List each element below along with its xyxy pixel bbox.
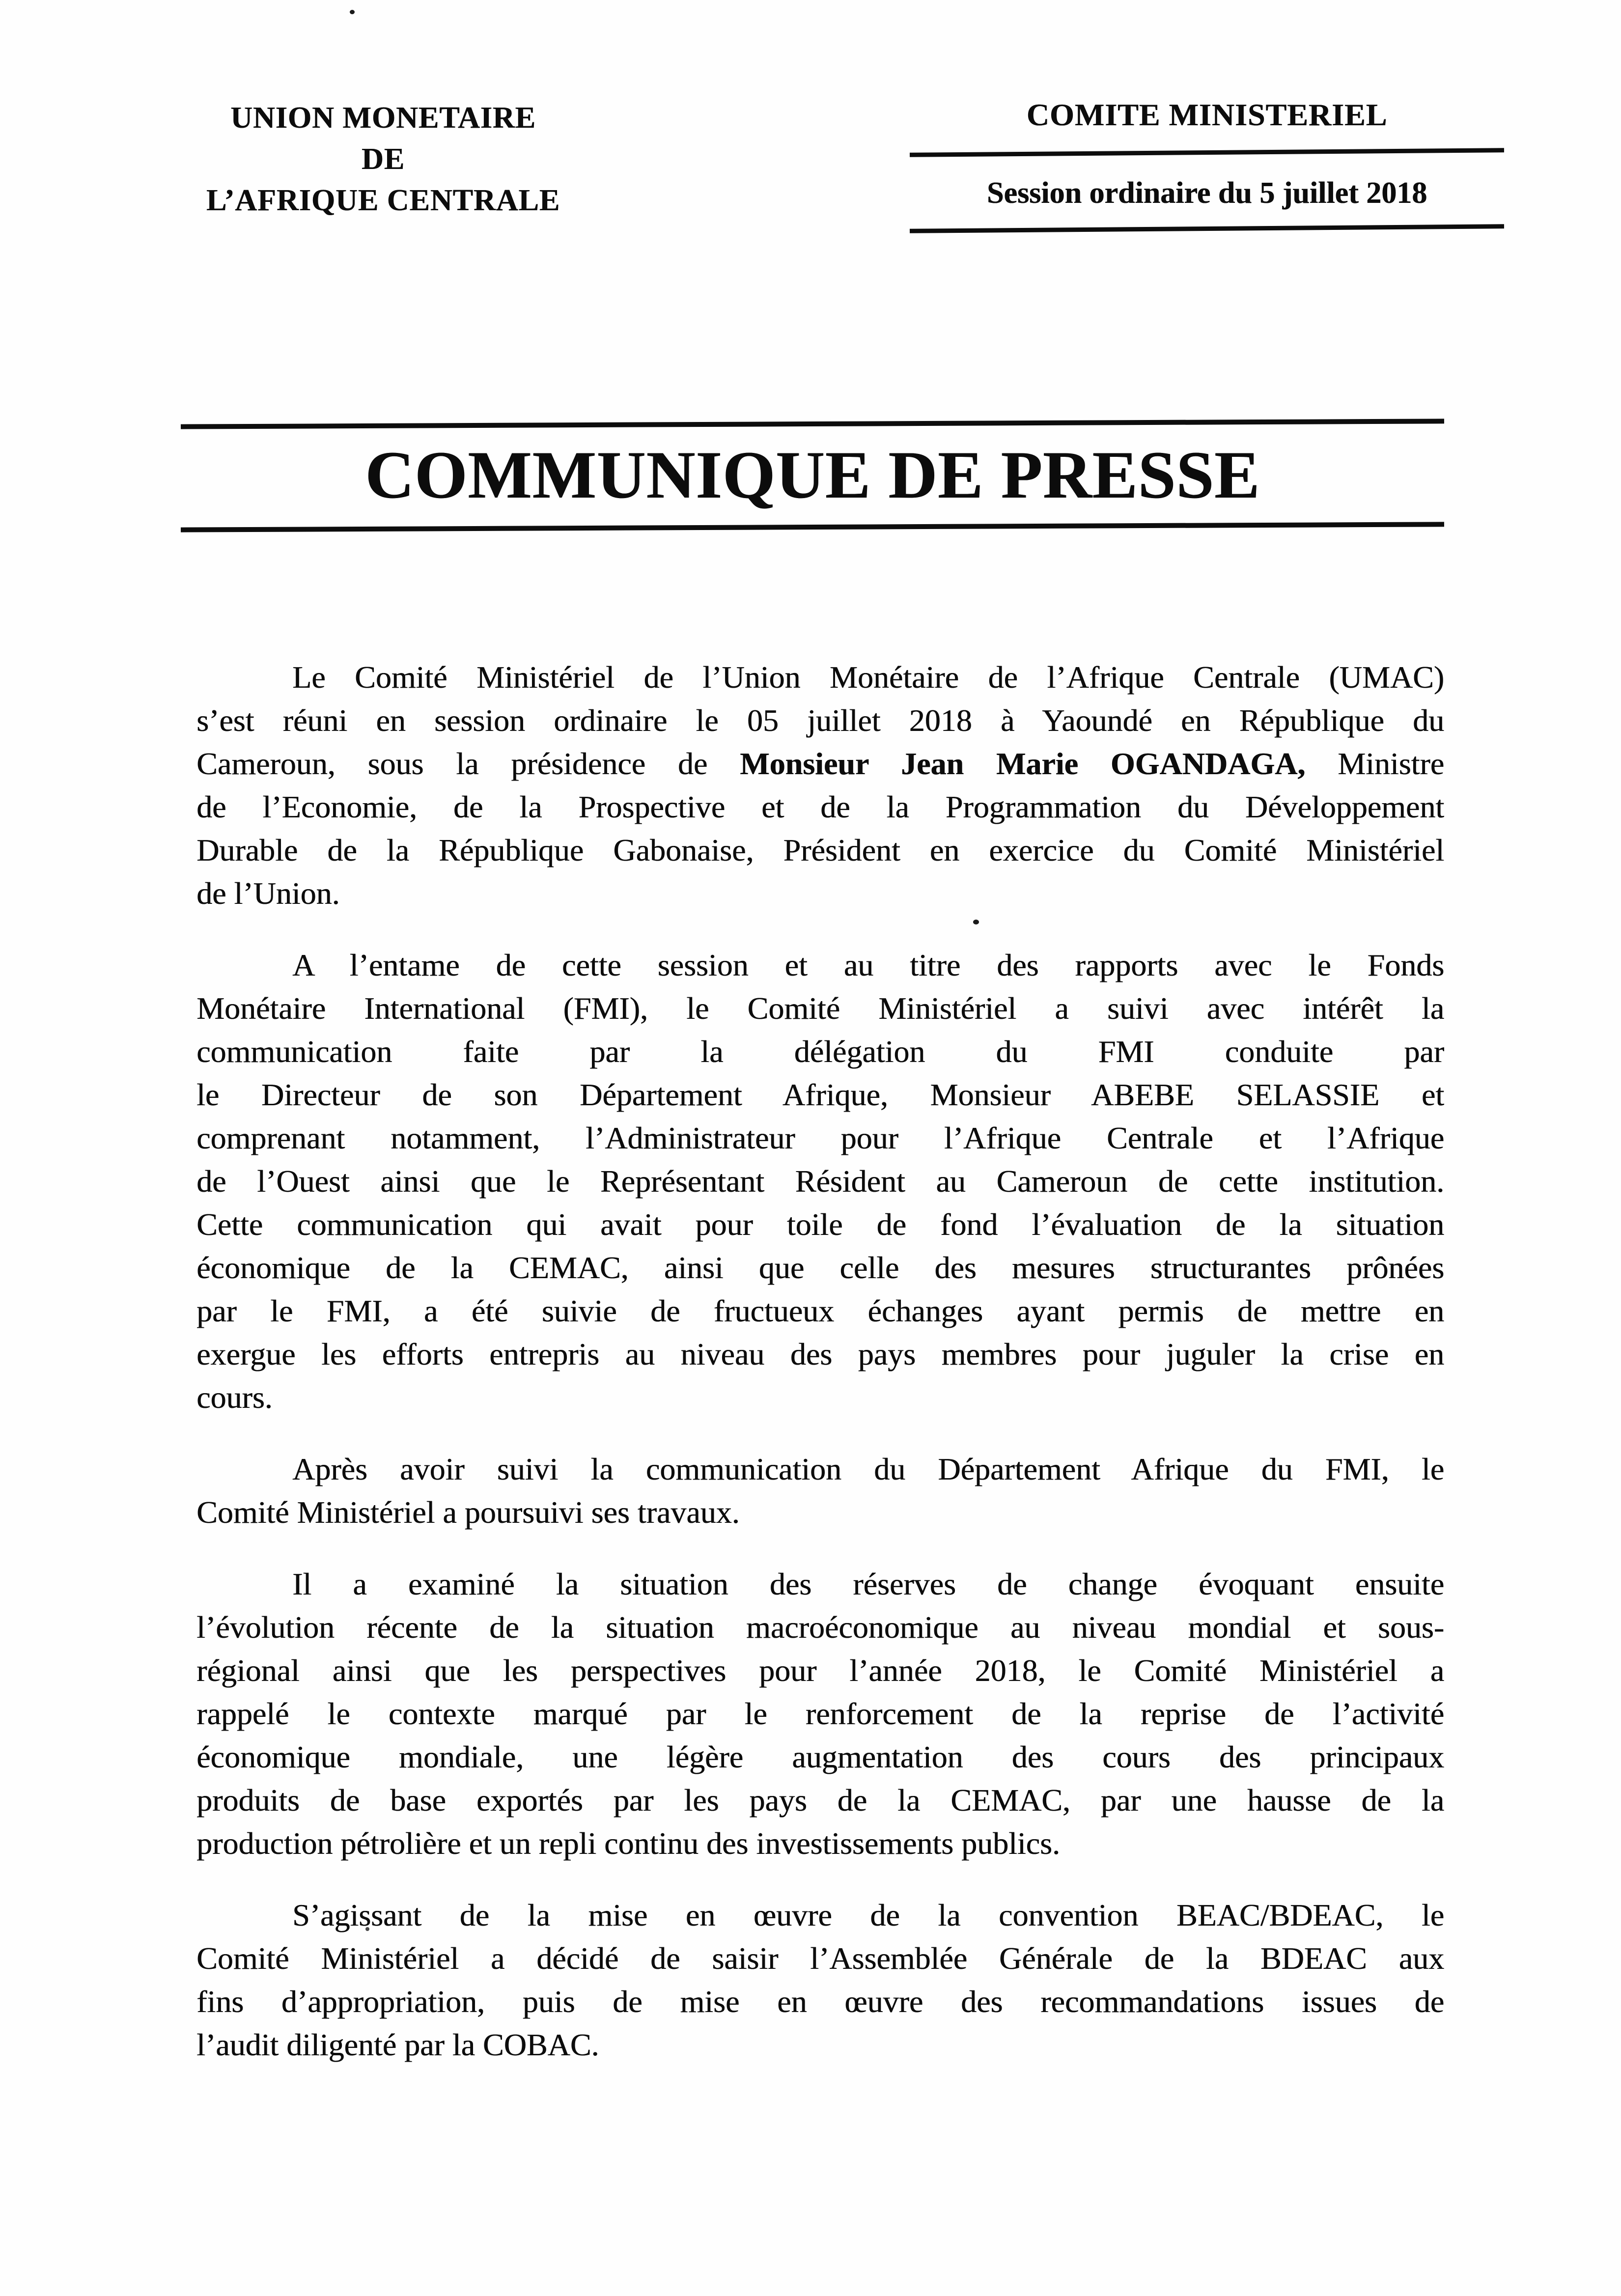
text-segment: par le FMI, a été suivie de fructueux échanges ayant permis de mettre en — [196, 1293, 1444, 1328]
text-line — [196, 1491, 1444, 1534]
text-line — [196, 785, 1444, 829]
text-segment: Cette communication qui avait pour toile de fond l’évaluation de la situation — [196, 1207, 1444, 1242]
title-rule-top — [181, 419, 1444, 429]
text-line — [196, 1289, 1444, 1333]
text-segment: Monétaire International (FMI), le Comité Ministériel a suivi avec intérêt la — [196, 991, 1444, 1026]
title-block — [181, 421, 1444, 530]
text-line — [196, 1073, 1444, 1117]
text-line — [196, 1822, 1444, 1865]
title-rule-bottom — [181, 522, 1444, 532]
header-rule-top — [910, 148, 1504, 157]
text-line — [196, 1376, 1444, 1419]
text-line — [196, 1117, 1444, 1160]
page-title: COMMUNIQUE DE PRESSE — [365, 437, 1260, 512]
text-line — [196, 1937, 1444, 1980]
text-line — [196, 2023, 1444, 2067]
bold-text-segment: Monsieur Jean Marie OGANDAGA, — [740, 746, 1306, 781]
text-segment: fins d’appropriation, puis de mise en œuvre des recommandations issues de — [196, 1984, 1444, 2019]
text-line — [196, 1563, 1444, 1606]
text-line — [196, 1333, 1444, 1376]
text-segment: Ministre — [1305, 746, 1444, 781]
text-segment: exergue les efforts entrepris au niveau des pays membres pour juguler la crise en — [196, 1337, 1444, 1372]
text-segment: économique de la CEMAC, ainsi que celle des mesures structurantes prônées — [196, 1250, 1444, 1285]
text-segment: produits de base exportés par les pays de la CEMAC, par une hausse de la — [196, 1783, 1444, 1818]
text-segment: Il a examiné la situation des réserves de change évoquant ensuite — [292, 1567, 1444, 1601]
text-line — [196, 1692, 1444, 1736]
header-rule-bottom — [910, 224, 1504, 233]
issuer-line-3: L’AFRIQUE CENTRALE — [206, 184, 560, 217]
scan-artifact-dot — [350, 10, 355, 14]
body-paragraph — [196, 944, 1444, 1419]
text-segment: comprenant notamment, l’Administrateur pour l’Afrique Centrale et l’Afrique — [196, 1120, 1444, 1155]
text-line — [196, 1246, 1444, 1289]
text-segment: Durable de la République Gabonaise, Président en exercice du Comité Ministériel — [196, 833, 1444, 868]
text-segment: S’agissant de la mise en œuvre de la convention BEAC/BDEAC, le — [292, 1898, 1444, 1932]
text-line — [196, 829, 1444, 872]
text-segment: l’évolution récente de la situation macroéconomique au niveau mondial et sous- — [196, 1610, 1444, 1645]
text-line — [196, 1736, 1444, 1779]
text-segment: Cameroun, sous la présidence de — [196, 746, 740, 781]
text-segment: de l’Ouest ainsi que le Représentant Résident au Cameroun de cette institution. — [196, 1164, 1444, 1199]
text-line — [196, 1980, 1444, 2023]
text-segment: de l’Union. — [196, 876, 340, 911]
text-line — [196, 1894, 1444, 1937]
text-line — [196, 1779, 1444, 1822]
text-line — [196, 742, 1444, 785]
text-segment: régional ainsi que les perspectives pour l’année 2018, le Comité Ministériel a — [196, 1653, 1444, 1688]
text-line — [196, 656, 1444, 699]
issuer-line-1: UNION MONETAIRE — [230, 101, 536, 135]
text-line — [196, 1160, 1444, 1203]
committee-block — [910, 97, 1504, 231]
issuer-block — [192, 97, 575, 221]
body-paragraph — [196, 1448, 1444, 1534]
body-paragraph — [196, 656, 1444, 915]
body-text — [196, 656, 1444, 2095]
text-segment: le Directeur de son Département Afrique, Monsieur ABEBE SELASSIE et — [196, 1077, 1444, 1112]
text-line — [196, 944, 1444, 987]
text-line — [196, 987, 1444, 1030]
text-line — [196, 1606, 1444, 1649]
text-segment: économique mondiale, une légère augmentation des cours des principaux — [196, 1739, 1444, 1774]
text-segment: Le Comité Ministériel de l’Union Monétaire de l’Afrique Centrale (UMAC) — [292, 660, 1444, 695]
text-line — [196, 1203, 1444, 1246]
session-date-label: Session ordinaire du 5 juillet 2018 — [986, 176, 1427, 210]
text-segment: production pétrolière et un repli continu des investissements publics. — [196, 1826, 1060, 1861]
text-segment: de l’Economie, de la Prospective et de la Programmation du Développement — [196, 789, 1444, 824]
text-line — [196, 1448, 1444, 1491]
text-segment: Comité Ministériel a décidé de saisir l’Assemblée Générale de la BDEAC aux — [196, 1941, 1444, 1976]
text-line — [196, 699, 1444, 742]
text-segment: Après avoir suivi la communication du Département Afrique du FMI, le — [292, 1452, 1444, 1486]
body-paragraph — [196, 1894, 1444, 2067]
text-line — [196, 1649, 1444, 1692]
text-segment: communication faite par la délégation du FMI conduite par — [196, 1034, 1444, 1069]
text-segment: A l’entame de cette session et au titre des rapports avec le Fonds — [292, 948, 1444, 982]
text-segment: l’audit diligenté par la COBAC. — [196, 2027, 599, 2062]
text-segment: s’est réuni en session ordinaire le 05 juillet 2018 à Yaoundé en République du — [196, 703, 1444, 738]
committee-name: COMITE MINISTERIEL — [1026, 97, 1388, 132]
issuer-line-2: DE — [361, 142, 405, 176]
text-segment: Comité Ministériel a poursuivi ses travaux. — [196, 1495, 740, 1530]
text-segment: cours. — [196, 1380, 273, 1415]
body-paragraph — [196, 1563, 1444, 1865]
text-line — [196, 872, 1444, 915]
text-line — [196, 1030, 1444, 1073]
text-segment: rappelé le contexte marqué par le renforcement de la reprise de l’activité — [196, 1696, 1444, 1731]
